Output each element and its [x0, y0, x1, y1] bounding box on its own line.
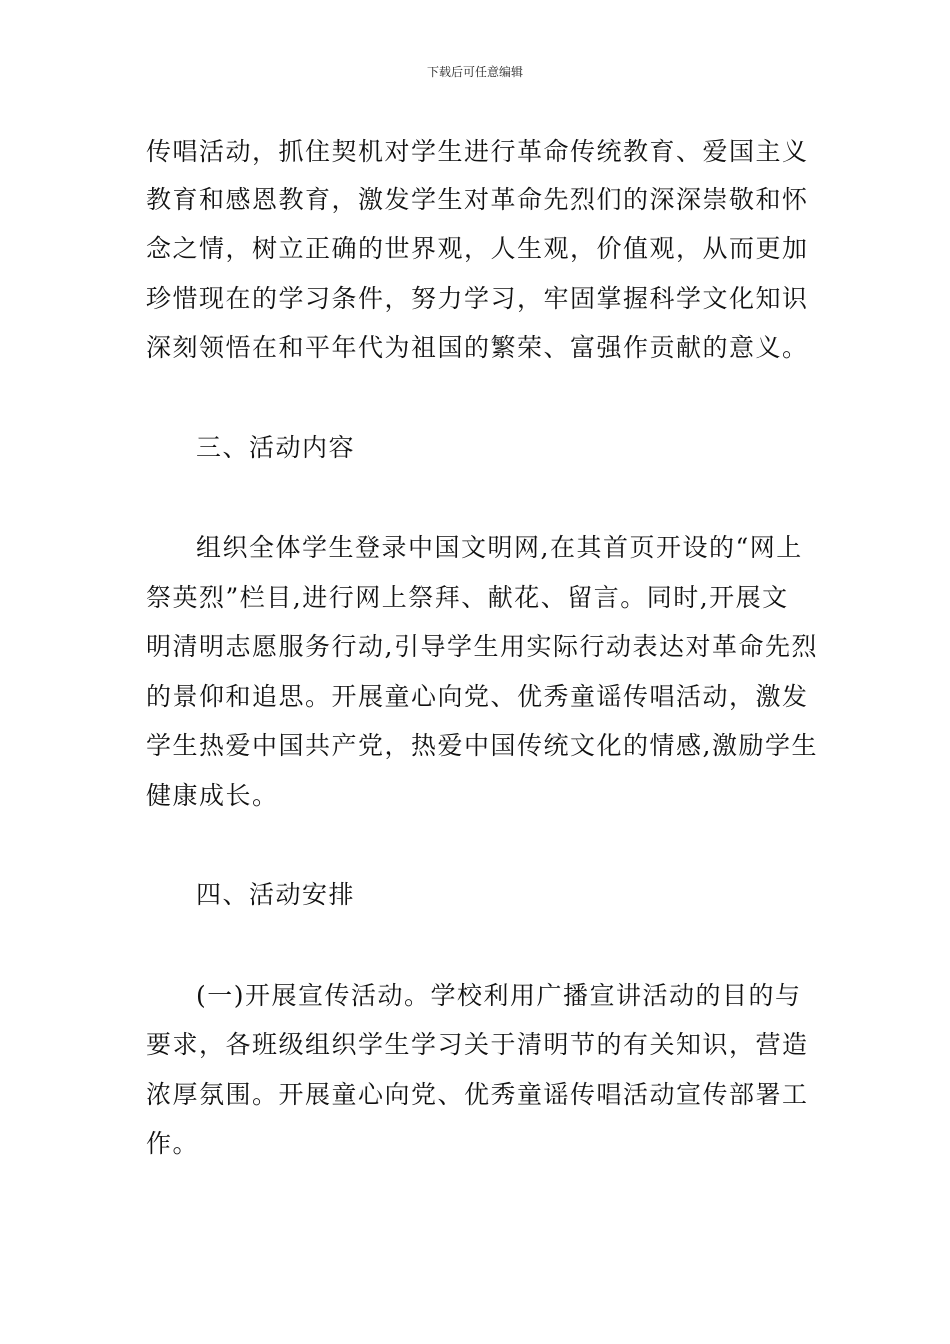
paragraph1-line-1: 传唱活动，抓住契机对学生进行革命传统教育、爱国主义: [146, 137, 809, 166]
paragraph3-line-4: 作。: [146, 1129, 200, 1158]
paragraph1-line-4: 珍惜现在的学习条件，努力学习，牢固掌握科学文化知识: [146, 284, 809, 313]
paragraph3-line-3: 浓厚氛围。开展童心向党、优秀童谣传唱活动宣传部署工: [146, 1080, 809, 1109]
paragraph2-line-4: 的景仰和追思。开展童心向党、优秀童谣传唱活动，激发: [146, 682, 809, 711]
page-header: 下载后可任意编辑: [426, 65, 523, 79]
paragraph1-line-2: 教育和感恩教育，激发学生对革命先烈们的深深崇敬和怀: [146, 185, 809, 214]
paragraph2-line-2: 祭英烈”栏目,进行网上祭拜、献花、留言。同时,开展文: [146, 583, 789, 612]
paragraph2-line-5: 学生热爱中国共产党，热爱中国传统文化的情感,激励学生: [146, 731, 818, 760]
paragraph2-line-3: 明清明志愿服务行动,引导学生用实际行动表达对革命先烈: [146, 632, 818, 661]
paragraph3-line-2: 要求，各班级组织学生学习关于清明节的有关知识，营造: [146, 1030, 809, 1059]
paragraph3-line-1: (一)开展宣传活动。学校利用广播宣讲活动的目的与: [196, 981, 802, 1010]
paragraph1-line-3: 念之情，树立正确的世界观，人生观，价值观，从而更加: [146, 234, 809, 263]
paragraph2-line-6: 健康成长。: [146, 781, 279, 810]
paragraph2-line-1: 组织全体学生登录中国文明网,在其首页开设的“网上: [196, 533, 803, 562]
section-heading-activity-content: 三、活动内容: [196, 433, 356, 462]
paragraph1-line-5: 深刻领悟在和平年代为祖国的繁荣、富强作贡献的意义。: [146, 333, 809, 362]
section-heading-activity-arrangement: 四、活动安排: [196, 880, 356, 909]
